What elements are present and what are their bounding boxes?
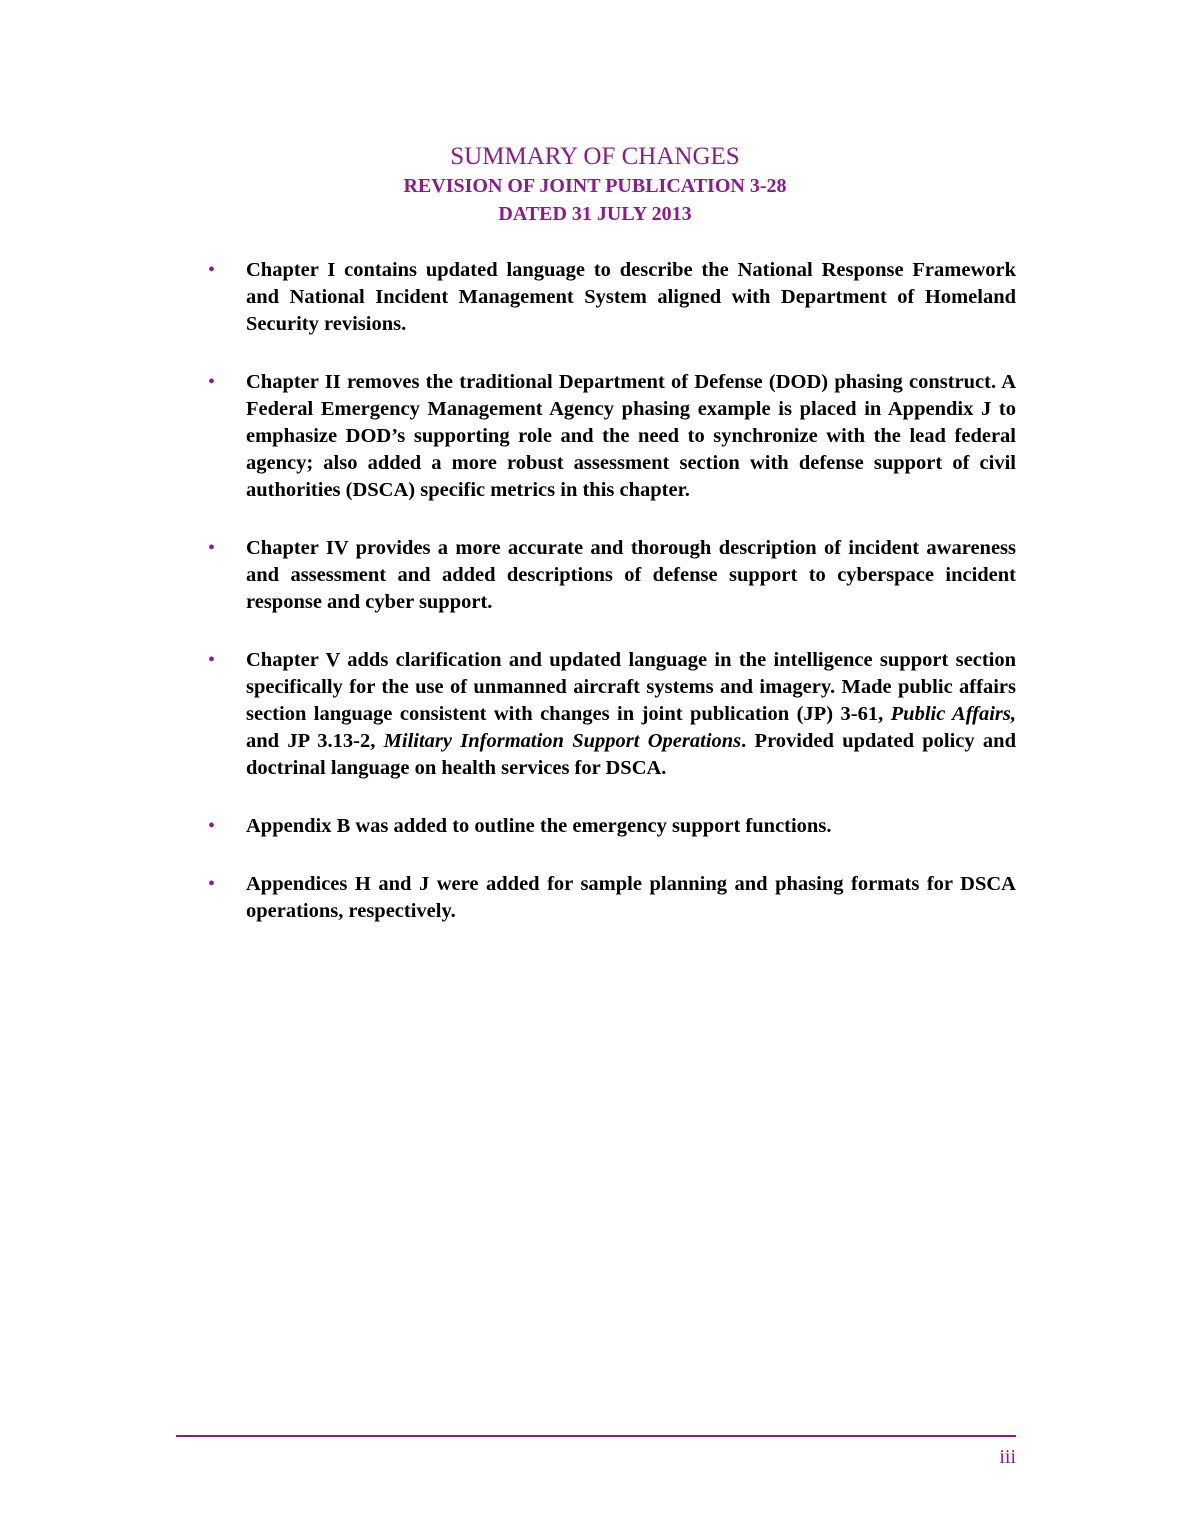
list-item-text: Chapter I contains updated language to describe the National Response Framework and National Incident Management System aligned with Department of Homeland Security revisions. <box>246 259 1016 335</box>
list-item <box>208 813 1016 840</box>
date-subtitle: DATED 31 JULY 2013 <box>498 203 692 225</box>
list-item <box>208 257 1016 338</box>
italic-title-public-affairs: Public Affairs, <box>890 703 1017 725</box>
text-segment: Chapter V adds clarification and updated language in the intelligence support section specifically for the use of unmanned aircraft systems and imagery. Made public affairs section language consistent with changes in joint publication (JP) 3-61, <box>246 649 1016 725</box>
bullet-icon: • <box>208 649 216 671</box>
list-item-text: Appendices H and J were added for sample planning and phasing formats for DSCA operations, respectively. <box>246 873 1016 922</box>
bullet-icon: • <box>208 815 216 837</box>
bullet-icon: • <box>208 371 216 393</box>
page-header <box>0 142 1190 228</box>
page-number: iii <box>999 1446 1016 1468</box>
list-item <box>208 535 1016 616</box>
revision-subtitle: REVISION OF JOINT PUBLICATION 3-28 <box>403 175 787 197</box>
list-item-text: Appendix B was added to outline the emergency support functions. <box>246 815 832 837</box>
list-item <box>208 369 1016 504</box>
text-segment: . Provided updated policy and doctrinal language on health services for DSCA. <box>246 730 1016 779</box>
italic-title-miso: Military Information Support Operations <box>383 730 742 752</box>
bullet-icon: • <box>208 259 216 281</box>
list-item-text <box>246 649 1016 779</box>
list-item-text: Chapter II removes the traditional Department of Defense (DOD) phasing construct. A Federal Emergency Management Agency phasing example is placed in Appendix J to emphasize DOD’s supporting role and the need to synchronize with the lead federal agency; also added a more robust assessment section with defense support of civil authorities (DSCA) specific metrics in this chapter. <box>246 371 1016 501</box>
list-item <box>208 871 1016 925</box>
bullet-icon: • <box>208 873 216 895</box>
list-item <box>208 647 1016 782</box>
text-segment: and JP 3.13-2, <box>246 730 384 752</box>
list-item-text: Chapter IV provides a more accurate and thorough description of incident awareness and assessment and added descriptions of defense support to cyberspace incident response and cyber support. <box>246 537 1016 613</box>
bullet-icon: • <box>208 537 216 559</box>
changes-list <box>208 257 1016 956</box>
page-title: SUMMARY OF CHANGES <box>450 143 740 170</box>
footer-divider <box>176 1435 1016 1437</box>
